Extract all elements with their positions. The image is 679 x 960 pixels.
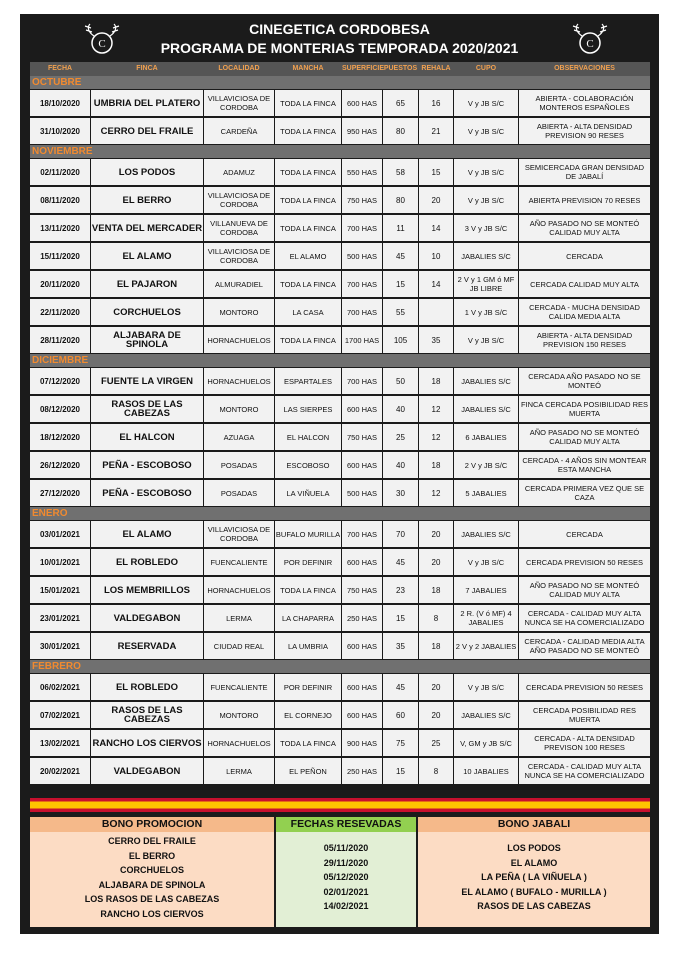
cell-mancha: TODA LA FINCA bbox=[275, 577, 341, 603]
cell-superficie: 700 HAS bbox=[342, 521, 382, 547]
cell-puestos: 45 bbox=[383, 243, 418, 269]
cell-localidad: POSADAS bbox=[204, 452, 274, 478]
cell-superficie: 950 HAS bbox=[342, 118, 382, 144]
table-row bbox=[30, 673, 650, 701]
cell-localidad: MONTORO bbox=[204, 299, 274, 325]
cell-rehala: 8 bbox=[419, 605, 453, 631]
cell-fecha: 18/12/2020 bbox=[30, 424, 90, 450]
cell-rehala: 25 bbox=[419, 730, 453, 756]
spanish-flag-stripe bbox=[30, 798, 650, 812]
cell-superficie: 500 HAS bbox=[342, 243, 382, 269]
cell-finca: RASOS DE LAS CABEZAS bbox=[91, 396, 203, 422]
cell-observaciones: CERCADA PRIMERA VEZ QUE SE CAZA bbox=[519, 480, 650, 506]
cell-puestos: 58 bbox=[383, 159, 418, 185]
cell-observaciones: ABIERTA - ALTA DENSIDAD PREVISION 150 RESES bbox=[519, 327, 650, 353]
cell-localidad: FUENCALIENTE bbox=[204, 549, 274, 575]
cell-mancha: ESCOBOSO bbox=[275, 452, 341, 478]
cell-localidad: FUENCALIENTE bbox=[204, 674, 274, 700]
bono-promocion-item: EL BERRO bbox=[128, 850, 176, 861]
cell-rehala: 35 bbox=[419, 327, 453, 353]
cell-mancha: POR DEFINIR bbox=[275, 674, 341, 700]
cell-mancha: TODA LA FINCA bbox=[275, 118, 341, 144]
cell-observaciones: CERCADA bbox=[519, 243, 650, 269]
cell-rehala: 10 bbox=[419, 243, 453, 269]
bono-promocion-item: LOS RASOS DE LAS CABEZAS bbox=[84, 894, 220, 904]
table-row bbox=[30, 576, 650, 604]
cell-mancha: LA CASA bbox=[275, 299, 341, 325]
table-row bbox=[30, 395, 650, 423]
table-row bbox=[30, 757, 650, 785]
cell-cupo: 6 JABALIES bbox=[454, 424, 518, 450]
cell-finca: UMBRIA DEL PLATERO bbox=[91, 90, 203, 116]
cell-superficie: 700 HAS bbox=[342, 368, 382, 394]
month-header: NOVIEMBRE bbox=[30, 145, 650, 158]
bono-promocion-box bbox=[30, 817, 274, 927]
cell-cupo: 2 V y 2 JABALIES bbox=[454, 633, 518, 659]
cell-cupo: V y JB S/C bbox=[454, 187, 518, 213]
month-header: DICIEMBRE bbox=[30, 354, 650, 367]
cell-cupo: 2 R. (V ó MF) 4 JABALIES bbox=[454, 605, 518, 631]
cell-rehala: 21 bbox=[419, 118, 453, 144]
cell-puestos: 75 bbox=[383, 730, 418, 756]
bono-jabali-box bbox=[418, 817, 650, 927]
cell-fecha: 28/11/2020 bbox=[30, 327, 90, 353]
cell-localidad: AZUAGA bbox=[204, 424, 274, 450]
table-row bbox=[30, 158, 650, 186]
fechas-reservadas-title: FECHAS RESEVADAS bbox=[276, 817, 416, 832]
cell-mancha: TODA LA FINCA bbox=[275, 215, 341, 241]
col-localidad: LOCALIDAD bbox=[218, 65, 260, 72]
cell-finca: EL PAJARON bbox=[91, 271, 203, 297]
cell-fecha: 23/01/2021 bbox=[30, 605, 90, 631]
table-row bbox=[30, 548, 650, 576]
table-row bbox=[30, 242, 650, 270]
cell-fecha: 08/11/2020 bbox=[30, 187, 90, 213]
bono-jabali-item: EL ALAMO ( BUFALO - MURILLA ) bbox=[461, 886, 607, 897]
cell-finca: EL ROBLEDO bbox=[91, 674, 203, 700]
cell-mancha: LA VIÑUELA bbox=[275, 480, 341, 506]
table-row bbox=[30, 298, 650, 326]
cell-puestos: 25 bbox=[383, 424, 418, 450]
cell-localidad: HORNACHUELOS bbox=[204, 577, 274, 603]
cell-rehala: 20 bbox=[419, 187, 453, 213]
table-row bbox=[30, 451, 650, 479]
cell-finca: PEÑA - ESCOBOSO bbox=[91, 480, 203, 506]
cell-superficie: 600 HAS bbox=[342, 396, 382, 422]
cell-fecha: 20/11/2020 bbox=[30, 271, 90, 297]
program-sheet bbox=[20, 14, 659, 934]
cell-mancha: EL PEÑON bbox=[275, 758, 341, 784]
cell-cupo: V, GM y JB S/C bbox=[454, 730, 518, 756]
fecha-reservada-item: 29/11/2020 bbox=[323, 857, 369, 868]
cell-mancha: TODA LA FINCA bbox=[275, 159, 341, 185]
cell-fecha: 15/01/2021 bbox=[30, 577, 90, 603]
cell-cupo: V y JB S/C bbox=[454, 674, 518, 700]
cell-observaciones: CERCADA - CALIDAD MUY ALTA NUNCA SE HA COMERCIALIZADO bbox=[519, 605, 650, 631]
cell-finca: EL HALCON bbox=[91, 424, 203, 450]
bono-jabali-item: EL ALAMO bbox=[510, 857, 558, 868]
cell-finca: VALDEGABON bbox=[91, 758, 203, 784]
bono-promocion-list bbox=[30, 832, 274, 921]
cell-finca: VALDEGABON bbox=[91, 605, 203, 631]
cell-superficie: 700 HAS bbox=[342, 271, 382, 297]
cell-mancha: BUFALO MURILLA bbox=[275, 521, 341, 547]
cell-superficie: 250 HAS bbox=[342, 605, 382, 631]
col-superficie: SUPERFICIE bbox=[342, 65, 385, 72]
bono-jabali-list bbox=[418, 832, 650, 914]
table-row bbox=[30, 367, 650, 395]
month-header: OCTUBRE bbox=[30, 76, 650, 89]
cell-fecha: 08/12/2020 bbox=[30, 396, 90, 422]
cell-observaciones: AÑO PASADO NO SE MONTEÓ CALIDAD MUY ALTA bbox=[519, 577, 650, 603]
cell-cupo: V y JB S/C bbox=[454, 118, 518, 144]
bono-promocion-title: BONO PROMOCION bbox=[30, 817, 274, 832]
cell-localidad: CIUDAD REAL bbox=[204, 633, 274, 659]
cell-fecha: 18/10/2020 bbox=[30, 90, 90, 116]
cell-superficie: 750 HAS bbox=[342, 187, 382, 213]
cell-localidad: VILLAVICIOSA DE CORDOBA bbox=[204, 521, 274, 547]
cell-finca: EL ALAMO bbox=[91, 521, 203, 547]
cell-observaciones: AÑO PASADO NO SE MONTEÓ CALIDAD MUY ALTA bbox=[519, 424, 650, 450]
bono-jabali-title: BONO JABALI bbox=[418, 817, 650, 832]
cell-fecha: 06/02/2021 bbox=[30, 674, 90, 700]
cell-puestos: 15 bbox=[383, 271, 418, 297]
cell-finca: EL BERRO bbox=[91, 187, 203, 213]
cell-finca: FUENTE LA VIRGEN bbox=[91, 368, 203, 394]
cell-superficie: 700 HAS bbox=[342, 215, 382, 241]
column-header bbox=[30, 62, 650, 76]
cell-localidad: VILLAVICIOSA DE CORDOBA bbox=[204, 243, 274, 269]
cell-observaciones: AÑO PASADO NO SE MONTEÓ CALIDAD MUY ALTA bbox=[519, 215, 650, 241]
table-row bbox=[30, 479, 650, 507]
cell-puestos: 70 bbox=[383, 521, 418, 547]
cell-mancha: TODA LA FINCA bbox=[275, 187, 341, 213]
month-header: ENERO bbox=[30, 507, 650, 520]
cell-fecha: 13/11/2020 bbox=[30, 215, 90, 241]
cell-puestos: 40 bbox=[383, 396, 418, 422]
cell-fecha: 15/11/2020 bbox=[30, 243, 90, 269]
cell-cupo: JABALIES S/C bbox=[454, 243, 518, 269]
cell-finca: EL ROBLEDO bbox=[91, 549, 203, 575]
cell-observaciones: CERCADA - CALIDAD MUY ALTA NUNCA SE HA COMERCIALIZADO bbox=[519, 758, 650, 784]
cell-localidad: VILLANUEVA DE CORDOBA bbox=[204, 215, 274, 241]
cell-observaciones: ABIERTA - COLABORACIÓN MONTEROS ESPAÑOLES bbox=[519, 90, 650, 116]
col-puestos: PUESTOS bbox=[383, 65, 418, 72]
cell-rehala: 18 bbox=[419, 452, 453, 478]
cell-rehala: 12 bbox=[419, 424, 453, 450]
cell-puestos: 35 bbox=[383, 633, 418, 659]
cell-mancha: TODA LA FINCA bbox=[275, 271, 341, 297]
cell-observaciones: SEMICERCADA GRAN DENSIDAD DE JABALÍ bbox=[519, 159, 650, 185]
cell-localidad: MONTORO bbox=[204, 396, 274, 422]
cell-observaciones: CERCADA - 4 AÑOS SIN MONTEAR ESTA MANCHA bbox=[519, 452, 650, 478]
bono-promocion-item: CERRO DEL FRAILE bbox=[108, 836, 196, 846]
cell-puestos: 80 bbox=[383, 118, 418, 144]
fechas-reservadas-box bbox=[276, 817, 416, 927]
cell-rehala: 14 bbox=[419, 271, 453, 297]
cell-localidad: HORNACHUELOS bbox=[204, 327, 274, 353]
cell-mancha: POR DEFINIR bbox=[275, 549, 341, 575]
cell-fecha: 31/10/2020 bbox=[30, 118, 90, 144]
title-line-1: CINEGETICA CORDOBESA bbox=[249, 21, 430, 37]
table-row bbox=[30, 729, 650, 757]
cell-localidad: MONTORO bbox=[204, 702, 274, 728]
cell-rehala: 20 bbox=[419, 521, 453, 547]
cell-observaciones: ABIERTA - ALTA DENSIDAD PREVISION 90 RESES bbox=[519, 118, 650, 144]
cell-cupo: 10 JABALIES bbox=[454, 758, 518, 784]
cell-superficie: 600 HAS bbox=[342, 674, 382, 700]
cell-mancha: TODA LA FINCA bbox=[275, 327, 341, 353]
fechas-reservadas-list bbox=[276, 832, 416, 914]
cell-localidad: HORNACHUELOS bbox=[204, 368, 274, 394]
cell-cupo: V y JB S/C bbox=[454, 90, 518, 116]
cell-puestos: 15 bbox=[383, 605, 418, 631]
cell-localidad: POSADAS bbox=[204, 480, 274, 506]
cell-puestos: 55 bbox=[383, 299, 418, 325]
table-row bbox=[30, 89, 650, 117]
cell-rehala bbox=[419, 299, 453, 325]
cell-fecha: 03/01/2021 bbox=[30, 521, 90, 547]
cell-rehala: 18 bbox=[419, 633, 453, 659]
table-row bbox=[30, 701, 650, 729]
cell-observaciones: ABIERTA PREVISION 70 RESES bbox=[519, 187, 650, 213]
cell-finca: LOS PODOS bbox=[91, 159, 203, 185]
cell-superficie: 250 HAS bbox=[342, 758, 382, 784]
cell-cupo: V y JB S/C bbox=[454, 327, 518, 353]
cell-puestos: 45 bbox=[383, 549, 418, 575]
cell-localidad: CARDEÑA bbox=[204, 118, 274, 144]
bonus-section bbox=[30, 817, 650, 927]
cell-superficie: 900 HAS bbox=[342, 730, 382, 756]
cell-mancha: LA UMBRIA bbox=[275, 633, 341, 659]
cell-mancha: ESPARTALES bbox=[275, 368, 341, 394]
table-row bbox=[30, 117, 650, 145]
cell-puestos: 40 bbox=[383, 452, 418, 478]
cell-rehala: 12 bbox=[419, 396, 453, 422]
cell-cupo: JABALIES S/C bbox=[454, 521, 518, 547]
cell-localidad: ALMURADIEL bbox=[204, 271, 274, 297]
cell-superficie: 700 HAS bbox=[342, 299, 382, 325]
table-row bbox=[30, 632, 650, 660]
cell-localidad: VILLAVICIOSA DE CORDOBA bbox=[204, 187, 274, 213]
svg-text:C: C bbox=[98, 38, 106, 50]
cell-superficie: 750 HAS bbox=[342, 424, 382, 450]
cell-observaciones: CERCADA PREVISION 50 RESES bbox=[519, 549, 650, 575]
cell-superficie: 600 HAS bbox=[342, 90, 382, 116]
col-observaciones: OBSERVACIONES bbox=[554, 65, 615, 72]
cell-rehala: 18 bbox=[419, 577, 453, 603]
cell-fecha: 27/12/2020 bbox=[30, 480, 90, 506]
col-fecha: FECHA bbox=[47, 65, 73, 72]
cell-mancha: LA CHAPARRA bbox=[275, 605, 341, 631]
table-row bbox=[30, 186, 650, 214]
cell-localidad: LERMA bbox=[204, 758, 274, 784]
cell-mancha: EL HALCON bbox=[275, 424, 341, 450]
cell-superficie: 1700 HAS bbox=[342, 327, 382, 353]
cell-mancha: LAS SIERPES bbox=[275, 396, 341, 422]
month-header: FEBRERO bbox=[30, 660, 650, 673]
cell-fecha: 13/02/2021 bbox=[30, 730, 90, 756]
cell-cupo: JABALIES S/C bbox=[454, 396, 518, 422]
fecha-reservada-item: 14/02/2021 bbox=[323, 901, 369, 911]
cell-localidad: VILLAVICIOSA DE CORDOBA bbox=[204, 90, 274, 116]
cell-cupo: V y JB S/C bbox=[454, 549, 518, 575]
cell-fecha: 07/12/2020 bbox=[30, 368, 90, 394]
table-row bbox=[30, 604, 650, 632]
cell-observaciones: CERCADA AÑO PASADO NO SE MONTEÓ bbox=[519, 368, 650, 394]
cell-observaciones: CERCADA - CALIDAD MEDIA ALTA AÑO PASADO NO SE MONTEÓ bbox=[519, 633, 650, 659]
fecha-reservada-item: 02/01/2021 bbox=[323, 886, 369, 897]
cell-puestos: 11 bbox=[383, 215, 418, 241]
bono-jabali-item: LA PEÑA ( LA VIÑUELA ) bbox=[481, 872, 587, 882]
fecha-reservada-item: 05/12/2020 bbox=[323, 872, 369, 882]
cell-finca: CERRO DEL FRAILE bbox=[91, 118, 203, 144]
cell-puestos: 30 bbox=[383, 480, 418, 506]
cell-localidad: LERMA bbox=[204, 605, 274, 631]
cell-superficie: 600 HAS bbox=[342, 549, 382, 575]
cell-puestos: 65 bbox=[383, 90, 418, 116]
monterias-table bbox=[30, 76, 650, 785]
cell-localidad: HORNACHUELOS bbox=[204, 730, 274, 756]
cell-finca: ALJABARA DE SPINOLA bbox=[91, 327, 203, 353]
cell-superficie: 600 HAS bbox=[342, 633, 382, 659]
table-row bbox=[30, 326, 650, 354]
cell-fecha: 30/01/2021 bbox=[30, 633, 90, 659]
cell-observaciones: CERCADA bbox=[519, 521, 650, 547]
cell-superficie: 750 HAS bbox=[342, 577, 382, 603]
cell-finca: VENTA DEL MERCADER bbox=[91, 215, 203, 241]
cell-cupo: 2 V y JB S/C bbox=[454, 452, 518, 478]
cell-observaciones: CERCADA POSIBILIDAD RES MUERTA bbox=[519, 702, 650, 728]
cell-finca: RASOS DE LAS CABEZAS bbox=[91, 702, 203, 728]
cell-rehala: 12 bbox=[419, 480, 453, 506]
table-row bbox=[30, 214, 650, 242]
cell-cupo: 3 V y JB S/C bbox=[454, 215, 518, 241]
cell-rehala: 18 bbox=[419, 368, 453, 394]
cell-superficie: 600 HAS bbox=[342, 452, 382, 478]
cell-rehala: 20 bbox=[419, 549, 453, 575]
cell-puestos: 80 bbox=[383, 187, 418, 213]
bono-promocion-item: RANCHO LOS CIERVOS bbox=[100, 908, 204, 919]
cell-finca: LOS MEMBRILLOS bbox=[91, 577, 203, 603]
cell-fecha: 07/02/2021 bbox=[30, 702, 90, 728]
cell-cupo: 1 V y JB S/C bbox=[454, 299, 518, 325]
cell-observaciones: FINCA CERCADA POSIBILIDAD RES MUERTA bbox=[519, 396, 650, 422]
cell-cupo: V y JB S/C bbox=[454, 159, 518, 185]
cell-puestos: 60 bbox=[383, 702, 418, 728]
table-row bbox=[30, 423, 650, 451]
cell-fecha: 02/11/2020 bbox=[30, 159, 90, 185]
cell-cupo: JABALIES S/C bbox=[454, 368, 518, 394]
cell-puestos: 23 bbox=[383, 577, 418, 603]
cell-rehala: 20 bbox=[419, 674, 453, 700]
cell-mancha: EL CORNEJO bbox=[275, 702, 341, 728]
bono-promocion-item: ALJABARA DE SPINOLA bbox=[98, 879, 206, 890]
cell-finca: CORCHUELOS bbox=[91, 299, 203, 325]
cell-mancha: EL ALAMO bbox=[275, 243, 341, 269]
cell-finca: RANCHO LOS CIERVOS bbox=[91, 730, 203, 756]
cell-observaciones: CERCADA CALIDAD MUY ALTA bbox=[519, 271, 650, 297]
cell-fecha: 10/01/2021 bbox=[30, 549, 90, 575]
table-row bbox=[30, 270, 650, 298]
cell-observaciones: CERCADA - MUCHA DENSIDAD CALIDA MEDIA ALTA bbox=[519, 299, 650, 325]
cell-puestos: 50 bbox=[383, 368, 418, 394]
col-finca: FINCA bbox=[136, 65, 158, 72]
cell-superficie: 600 HAS bbox=[342, 702, 382, 728]
cell-rehala: 20 bbox=[419, 702, 453, 728]
cell-mancha: TODA LA FINCA bbox=[275, 730, 341, 756]
cell-superficie: 500 HAS bbox=[342, 480, 382, 506]
cell-finca: PEÑA - ESCOBOSO bbox=[91, 452, 203, 478]
cell-localidad: ADAMUZ bbox=[204, 159, 274, 185]
cell-rehala: 16 bbox=[419, 90, 453, 116]
cell-cupo: JABALIES S/C bbox=[454, 702, 518, 728]
col-rehala: REHALA bbox=[421, 65, 451, 72]
cell-rehala: 15 bbox=[419, 159, 453, 185]
cell-puestos: 45 bbox=[383, 674, 418, 700]
cell-cupo: 2 V y 1 GM ó MF JB LIBRE bbox=[454, 271, 518, 297]
cell-puestos: 105 bbox=[383, 327, 418, 353]
cell-rehala: 14 bbox=[419, 215, 453, 241]
cell-rehala: 8 bbox=[419, 758, 453, 784]
cell-cupo: 5 JABALIES bbox=[454, 480, 518, 506]
svg-text:C: C bbox=[586, 38, 594, 50]
cell-fecha: 20/02/2021 bbox=[30, 758, 90, 784]
cell-puestos: 15 bbox=[383, 758, 418, 784]
cell-observaciones: CERCADA PREVISION 50 RESES bbox=[519, 674, 650, 700]
col-mancha: MANCHA bbox=[292, 65, 324, 72]
title-line-2: PROGRAMA DE MONTERIAS TEMPORADA 2020/2021 bbox=[160, 40, 519, 56]
bono-jabali-item: RASOS DE LAS CABEZAS bbox=[477, 901, 591, 911]
cell-finca: RESERVADA bbox=[91, 633, 203, 659]
fecha-reservada-item: 05/11/2020 bbox=[323, 843, 369, 853]
bono-jabali-item: LOS PODOS bbox=[507, 843, 561, 853]
cell-observaciones: CERCADA - ALTA DENSIDAD PREVISON 100 RESES bbox=[519, 730, 650, 756]
table-row bbox=[30, 520, 650, 548]
bono-promocion-item: CORCHUELOS bbox=[119, 865, 184, 875]
cell-fecha: 22/11/2020 bbox=[30, 299, 90, 325]
cell-superficie: 550 HAS bbox=[342, 159, 382, 185]
col-cupo: CUPO bbox=[475, 65, 497, 72]
cell-mancha: TODA LA FINCA bbox=[275, 90, 341, 116]
cell-finca: EL ALAMO bbox=[91, 243, 203, 269]
cell-fecha: 26/12/2020 bbox=[30, 452, 90, 478]
cell-cupo: 7 JABALIES bbox=[454, 577, 518, 603]
